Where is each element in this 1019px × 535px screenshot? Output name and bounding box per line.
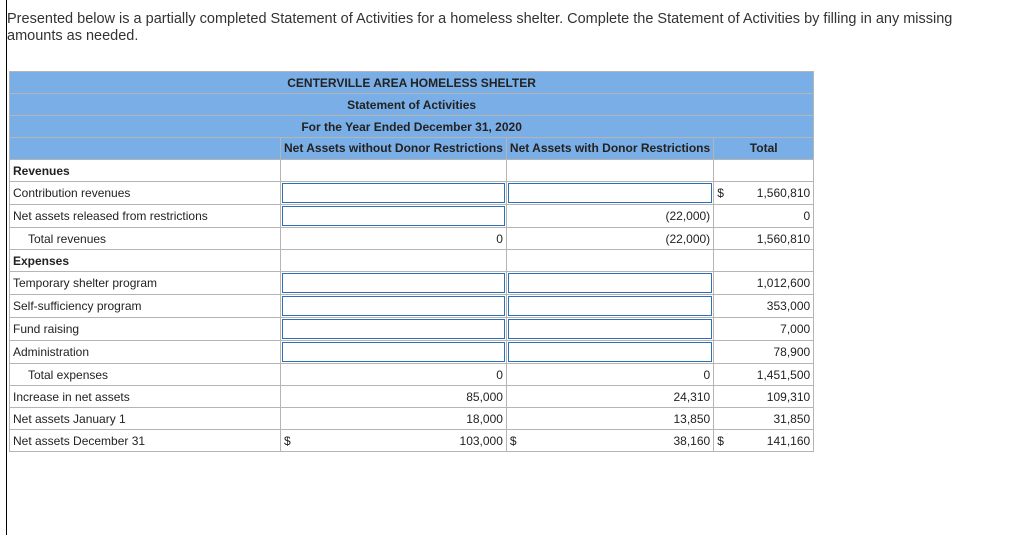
admin-total: 78,900 xyxy=(714,341,814,364)
table-row xyxy=(10,182,814,205)
table-row xyxy=(10,228,814,250)
expenses-heading: Expenses xyxy=(10,250,281,272)
totexp-without-value: 0 xyxy=(281,364,507,386)
jan-total: 31,850 xyxy=(714,408,814,430)
table-row xyxy=(10,318,814,341)
self-without-input[interactable] xyxy=(282,296,505,316)
totexp-with-value: 0 xyxy=(506,364,713,386)
table-row xyxy=(10,205,814,228)
fund-with-input[interactable] xyxy=(508,319,712,339)
table-row xyxy=(10,272,814,295)
temp-total: 1,012,600 xyxy=(714,272,814,295)
row-label: Temporary shelter program xyxy=(10,272,281,295)
jan-without-value: 18,000 xyxy=(281,408,507,430)
header-blank xyxy=(10,138,281,160)
currency-sign: $ xyxy=(717,433,724,448)
statement-of-activities-table xyxy=(9,71,814,452)
left-border-line xyxy=(6,0,7,535)
contrib-total: 1,560,810 xyxy=(756,186,811,200)
fund-total: 7,000 xyxy=(714,318,814,341)
self-total: 353,000 xyxy=(714,295,814,318)
released-without-input[interactable] xyxy=(282,206,505,226)
admin-with-input[interactable] xyxy=(508,342,712,362)
totexp-total: 1,451,500 xyxy=(714,364,814,386)
totrev-total: 1,560,810 xyxy=(714,228,814,250)
question-prompt: Presented below is a partially completed Statement of Activities for a homeless shelter. Complete the Statement of Activities by filling in any missing amounts as needed. xyxy=(7,11,953,44)
table-row xyxy=(10,430,814,452)
col-header-without-restrictions: Net Assets without Donor Restrictions xyxy=(281,138,507,160)
revenues-heading: Revenues xyxy=(10,160,281,182)
jan-with-value: 13,850 xyxy=(506,408,713,430)
currency-sign: $ xyxy=(284,433,291,448)
org-name: CENTERVILLE AREA HOMELESS SHELTER xyxy=(10,72,814,94)
released-total: 0 xyxy=(714,205,814,228)
row-label: Total expenses xyxy=(10,364,281,386)
released-with-value: (22,000) xyxy=(506,205,713,228)
row-label: Net assets January 1 xyxy=(10,408,281,430)
totrev-with-value: (22,000) xyxy=(506,228,713,250)
table-row xyxy=(10,364,814,386)
totrev-without-value: 0 xyxy=(281,228,507,250)
admin-without-input[interactable] xyxy=(282,342,505,362)
statement-period: For the Year Ended December 31, 2020 xyxy=(10,116,814,138)
row-label: Increase in net assets xyxy=(10,386,281,408)
increase-without-value: 85,000 xyxy=(281,386,507,408)
row-label: Net assets December 31 xyxy=(10,430,281,452)
table-row xyxy=(10,295,814,318)
dec-with-value: 38,160 xyxy=(673,433,711,448)
increase-with-value: 24,310 xyxy=(506,386,713,408)
row-label: Self-sufficiency program xyxy=(10,295,281,318)
row-label: Net assets released from restrictions xyxy=(10,205,281,228)
col-header-total: Total xyxy=(714,138,814,160)
statement-title: Statement of Activities xyxy=(10,94,814,116)
currency-sign: $ xyxy=(509,433,517,448)
row-label: Total revenues xyxy=(10,228,281,250)
fund-without-input[interactable] xyxy=(282,319,505,339)
temp-without-input[interactable] xyxy=(282,273,505,293)
col-header-with-restrictions: Net Assets with Donor Restrictions xyxy=(506,138,713,160)
row-label: Administration xyxy=(10,341,281,364)
contrib-with-input[interactable] xyxy=(508,183,712,203)
temp-with-input[interactable] xyxy=(508,273,712,293)
contrib-without-input[interactable] xyxy=(282,183,505,203)
row-label: Contribution revenues xyxy=(10,182,281,205)
self-with-input[interactable] xyxy=(508,296,712,316)
table-row xyxy=(10,341,814,364)
table-row xyxy=(10,386,814,408)
increase-total: 109,310 xyxy=(714,386,814,408)
currency-sign: $ xyxy=(717,186,724,200)
dec-total: 141,160 xyxy=(766,433,811,448)
row-label: Fund raising xyxy=(10,318,281,341)
table-row xyxy=(10,408,814,430)
dec-without-value: 103,000 xyxy=(459,433,503,448)
